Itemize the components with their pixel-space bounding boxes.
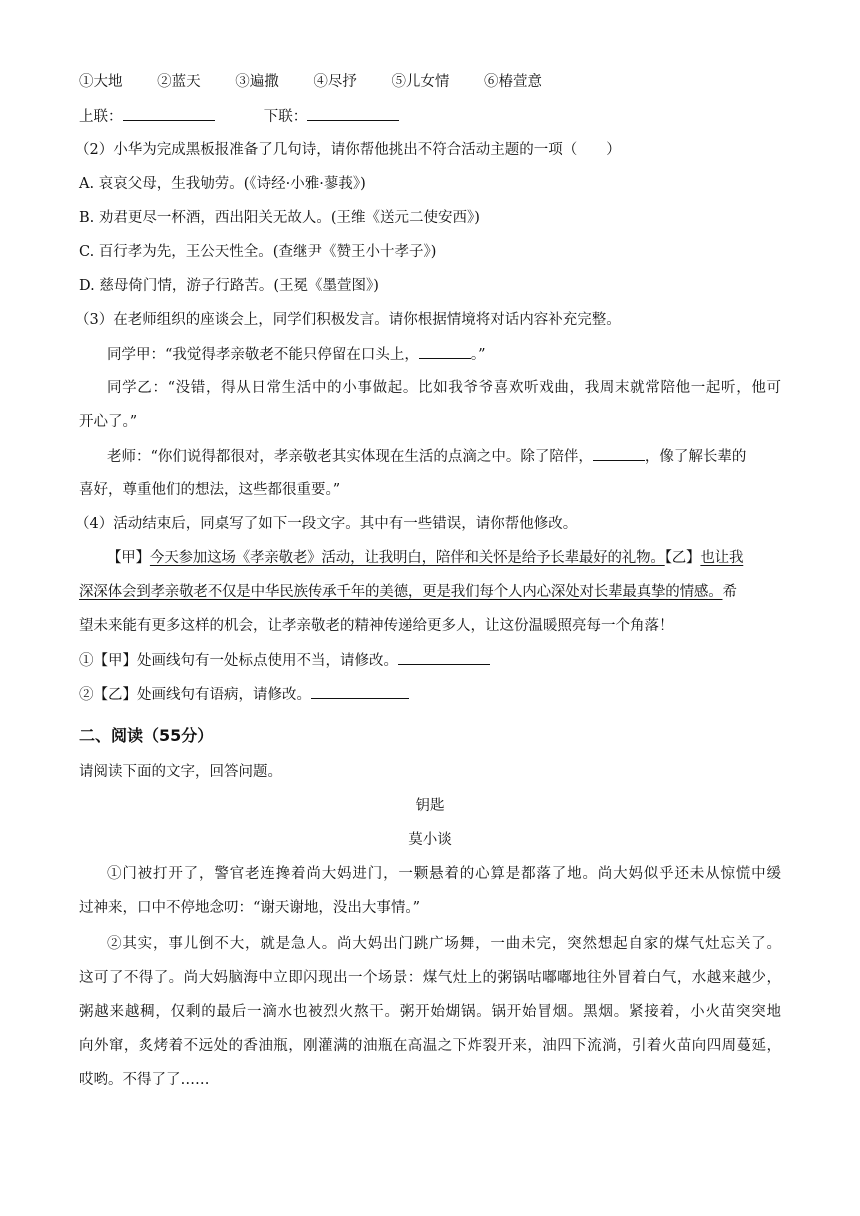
para2-line3: 粥越来越稠，仅剩的最后一滴水也被烈火熬干。粥开始煳锅。锅开始冒烟。黑烟。紧接着，小火苗突突地	[79, 1004, 781, 1020]
q2-option-d: D. 慈母倚门情，游子行路苦。(王冕《墨萱图》)	[79, 278, 379, 294]
q3-teacher-line2: 喜好，尊重他们的想法，这些都很重要。”	[79, 482, 341, 498]
q3-student-b-line2: 开心了。”	[79, 414, 138, 430]
q4-stem: （4）活动结束后，同桌写了如下一段文字。其中有一些错误，请你帮他修改。	[75, 516, 578, 532]
q4-sub1	[79, 650, 490, 671]
para2-line1: ②其实，事儿倒不大，就是急人。尚大妈出门跳广场舞，一曲未完，突然想起自家的煤气灶忘关了。	[107, 936, 781, 952]
word-options	[79, 72, 572, 92]
yi-marker: 【乙】	[664, 550, 701, 566]
story-author: 莫小谈	[408, 832, 452, 848]
sub2-blank	[311, 684, 409, 699]
sub2-text: ②【乙】处画线句有语病，请修改。	[79, 687, 311, 703]
teacher-text: 老师：“你们说得都很对，孝亲敬老其实体现在生活的点滴之中。除了陪伴，	[107, 449, 593, 465]
jia-marker: 【甲】	[107, 550, 150, 566]
option-6: ⑥椿萱意	[484, 74, 543, 90]
jia-underlined-sentence: 今天参加这场《孝亲敬老》活动，让我明白，陪伴和关怀是给予长辈最好的礼物。	[149, 550, 665, 566]
q3-student-a	[107, 344, 486, 365]
option-3: ③遍撒	[235, 74, 279, 90]
para2-line4: 向外窜，炙烤着不远处的香油瓶，刚灌满的油瓶在高温之下炸裂开来，油四下流淌，引着火苗向四周蔓延，	[79, 1038, 781, 1054]
para2-line2: 这可了不得了。尚大妈脑海中立即闪现出一个场景：煤气灶上的粥锅咕嘟嘟地往外冒着白气，水越来越少，	[79, 970, 781, 986]
q2-stem: （2）小华为完成黑板报准备了几句诗，请你帮他挑出不符合活动主题的一项（ ）	[75, 142, 621, 158]
upper-couplet-label: 上联：	[79, 109, 123, 125]
reading-intro: 请阅读下面的文字，回答问题。	[79, 764, 282, 780]
story-title: 钥匙	[415, 798, 445, 814]
option-5: ⑤儿女情	[391, 74, 450, 90]
q2-option-c: C. 百行孝为先，王公天性全。(查继尹《赞王小十孝子》)	[79, 244, 437, 260]
yi-underlined-sentence-part1: 也让我	[700, 550, 744, 566]
passage-text: 希	[722, 584, 737, 600]
teacher-blank	[593, 446, 645, 461]
section-heading: 二、阅读（55分）	[79, 726, 214, 745]
q4-passage-line1	[107, 548, 743, 568]
option-1: ①大地	[79, 74, 123, 90]
q3-student-b-line1: 同学乙：“没错，得从日常生活中的小事做起。比如我爷爷喜欢听戏曲，我周末就常陪他一起听，他可	[107, 380, 781, 396]
q4-passage-line2	[79, 582, 737, 602]
q2-option-b: B. 劝君更尽一杯酒，西出阳关无故人。(王维《送元二使安西》)	[79, 210, 480, 226]
couplet-answer-line	[79, 106, 399, 127]
sub1-blank	[398, 650, 490, 665]
q4-passage-line3: 望未来能有更多这样的机会，让孝亲敬老的精神传递给更多人，让这份温暖照亮每一个角落！	[79, 618, 674, 634]
option-4: ④尽抒	[313, 74, 357, 90]
para1-line1: ①门被打开了，警官老连搀着尚大妈进门，一颗悬着的心算是都落了地。尚大妈似乎还未从惊慌中缓	[107, 866, 781, 882]
lower-couplet-label: 下联：	[263, 109, 308, 125]
q2-option-a: A. 哀哀父母，生我劬劳。(《诗经·小雅·蓼莪》)	[79, 176, 366, 192]
option-2: ②蓝天	[157, 74, 201, 90]
upper-couplet-blank	[123, 106, 215, 121]
yi-underlined-sentence-part2: 深深体会到孝亲敬老不仅是中华民族传承千年的美德，更是我们每个人内心深处对长辈最真挚的情感。	[79, 584, 723, 600]
para2-line5: 哎哟。不得了了……	[79, 1072, 210, 1088]
para1-line2: 过神来，口中不停地念叨：“谢天谢地，没出大事情。”	[79, 900, 421, 916]
student-a-text: 同学甲：“我觉得孝亲敬老不能只停留在口头上，	[107, 347, 419, 363]
student-a-end: 。”	[470, 347, 486, 363]
q3-stem: （3）在老师组织的座谈会上，同学们积极发言。请你根据情境将对话内容补充完整。	[75, 312, 621, 328]
q4-sub2	[79, 684, 409, 705]
teacher-text-end: ，像了解长辈的	[644, 449, 747, 465]
sub1-text: ①【甲】处画线句有一处标点使用不当，请修改。	[79, 653, 398, 669]
student-a-blank	[419, 344, 471, 359]
q3-teacher	[107, 446, 746, 467]
lower-couplet-blank	[307, 106, 399, 121]
